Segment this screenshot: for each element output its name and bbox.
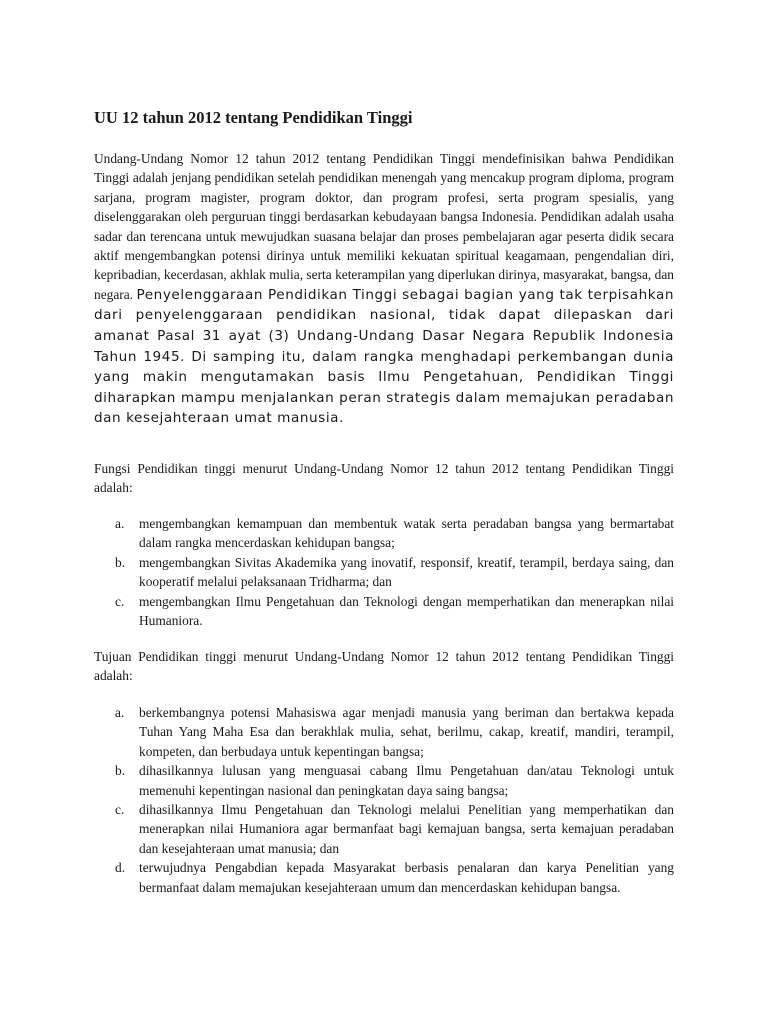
intro-serif-text: Undang-Undang Nomor 12 tahun 2012 tentang Pendidikan Tinggi mendefinisikan bahwa Pendidikan Tinggi adalah jenjang pendidikan setelah pendidikan menengah yang mencakup program diploma, program sarjana, program magister, program doktor, dan program profesi, serta program spesialis, yang diselenggarakan oleh perguruan tinggi berdasarkan kebudayaan bangsa Indonesia. Pendidikan adalah usaha sadar dan terencana untuk mewujudkan suasana belajar dan proses pembelajaran agar peserta didik secara aktif mengembangkan potensi dirinya untuk memiliki kekuatan spiritual keagamaan, pengendalian diri, kepribadian, kecerdasan, akhlak mulia, serta keterampilan yang diperlukan dirinya, masyarakat, bangsa, dan negara. bbox=[94, 151, 674, 302]
list-item bbox=[94, 858, 674, 897]
fungsi-intro: Fungsi Pendidikan tinggi menurut Undang-Undang Nomor 12 tahun 2012 tentang Pendidikan Tinggi adalah: bbox=[94, 461, 674, 496]
fungsi-list bbox=[94, 514, 674, 630]
list-marker: d. bbox=[115, 860, 126, 876]
list-marker: a. bbox=[115, 516, 125, 531]
list-item-text: dihasilkannya lulusan yang menguasai cabang Ilmu Pengetahuan dan/atau Teknologi untuk memenuhi kepentingan nasional dan peningkatan daya saing bangsa; bbox=[139, 763, 674, 798]
list-item-text: mengembangkan Ilmu Pengetahuan dan Teknologi dengan memperhatikan dan menerapkan nilai Humaniora. bbox=[139, 593, 674, 629]
list-item bbox=[94, 800, 674, 858]
list-item-text: terwujudnya Pengabdian kepada Masyarakat berbasis penalaran dan karya Penelitian yang bermanfaat dalam memajukan kesejahteraan umum dan mencerdaskan kehidupan bangsa. bbox=[139, 860, 674, 895]
list-item-text: berkembangnya potensi Mahasiswa agar menjadi manusia yang beriman dan bertakwa kepada Tuhan Yang Maha Esa dan berakhlak mulia, sehat, berilmu, cakap, kreatif, mandiri, terampil, kompeten, dan berbudaya untuk kepentingan bangsa; bbox=[139, 705, 674, 759]
list-item bbox=[94, 553, 674, 592]
list-item-text: dihasilkannya Ilmu Pengetahuan dan Teknologi melalui Penelitian yang memperhatikan dan menerapkan nilai Humaniora agar bermanfaat bagi kemajuan bangsa, serta kemajuan peradaban dan kesejahteraan umat manusia; dan bbox=[139, 802, 674, 856]
document-title: UU 12 tahun 2012 tentang Pendidikan Tinggi bbox=[94, 108, 413, 127]
list-item-text: mengembangkan kemampuan dan membentuk watak serta peradaban bangsa yang bermartabat dalam rangka mencerdaskan kehidupan bangsa; bbox=[139, 516, 674, 551]
list-marker: c. bbox=[115, 593, 125, 609]
list-marker: b. bbox=[115, 763, 126, 779]
list-item bbox=[94, 761, 674, 800]
intro-sans-text: Penyelenggaraan Pendidikan Tinggi sebagai bagian yang tak terpisahkan dari penyelenggaraan pendidikan nasional, tidak dapat dilepaskan dari amanat Pasal 31 ayat (3) Undang-Undang Dasar Negara Republik Indonesia Tahun 1945. Di samping itu, dalam rangka menghadapi perkembangan dunia yang makin mengutamakan basis Ilmu Pengetahuan, Pendidikan Tinggi diharapkan mampu menjalankan peran strategis dalam memajukan peradaban dan kesejahteraan umat manusia. bbox=[94, 286, 674, 427]
list-item-text: mengembangkan Sivitas Akademika yang inovatif, responsif, kreatif, terampil, berdaya saing, dan kooperatif melalui pelaksanaan Tridharma; dan bbox=[139, 554, 674, 590]
tujuan-intro: Tujuan Pendidikan tinggi menurut Undang-Undang Nomor 12 tahun 2012 tentang Pendidikan Tinggi adalah: bbox=[94, 649, 674, 684]
list-marker: b. bbox=[115, 554, 126, 570]
list-item bbox=[94, 592, 674, 631]
list-marker: c. bbox=[115, 802, 125, 818]
list-item bbox=[94, 703, 674, 761]
list-marker: a. bbox=[115, 705, 125, 720]
intro-paragraph bbox=[94, 149, 674, 429]
list-item bbox=[94, 514, 674, 553]
tujuan-list bbox=[94, 703, 674, 897]
